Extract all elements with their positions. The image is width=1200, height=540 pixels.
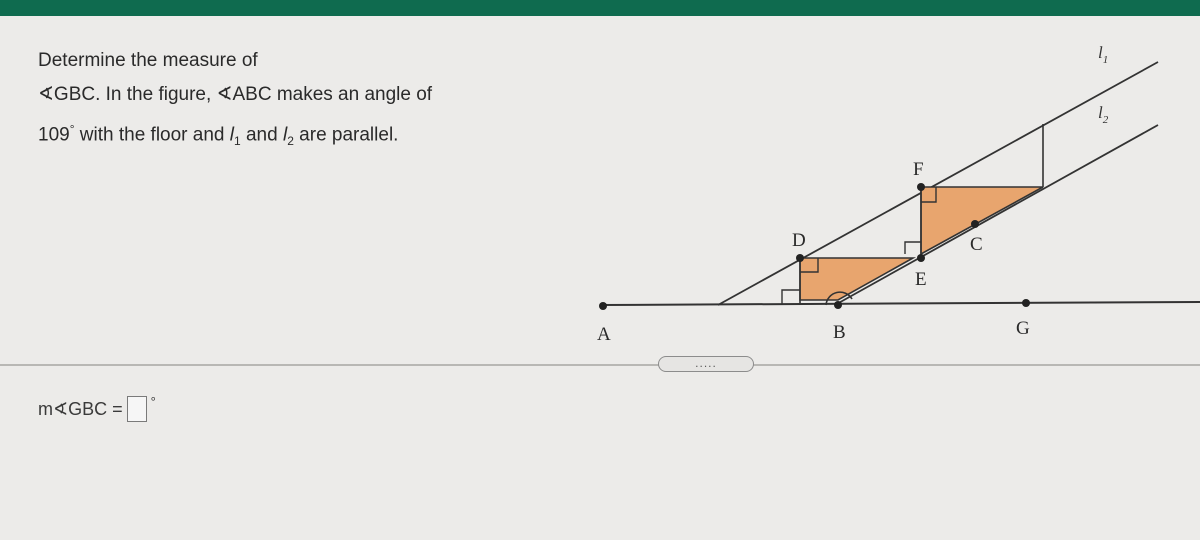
l2-subscript: 2 [287, 134, 294, 149]
label-d: D [792, 230, 806, 251]
label-e: E [915, 269, 927, 290]
point-d [796, 254, 804, 262]
section-divider [0, 364, 1200, 366]
question-text-end: are parallel. [293, 124, 399, 146]
answer-row [38, 393, 156, 422]
label-c: C [970, 234, 983, 255]
l1-line [718, 62, 1158, 305]
point-g [1022, 299, 1030, 307]
label-g: G [1016, 318, 1030, 339]
question-text-mid: with the floor and [74, 124, 230, 146]
point-b [834, 301, 842, 309]
angle-value: 109 [38, 124, 70, 146]
l1-subscript: 1 [234, 134, 241, 149]
label-l2: $l_2$ [1098, 103, 1109, 126]
floor-line [600, 302, 1200, 305]
l1-label: l [229, 124, 235, 146]
question-text-and: and [240, 124, 283, 146]
degree-symbol: ° [69, 122, 75, 136]
point-f [917, 183, 925, 191]
label-l1: $l_1$ [1098, 43, 1109, 66]
question-line-1: Determine the measure of [38, 50, 258, 71]
label-a: A [597, 324, 611, 345]
point-c [971, 220, 979, 228]
answer-unit: ° [150, 393, 156, 409]
answer-input[interactable] [127, 396, 147, 422]
answer-prefix: m∢GBC = [38, 398, 123, 419]
expand-button[interactable]: ..... [658, 356, 754, 372]
l2-label: l [282, 124, 288, 146]
question-line-2: ∢GBC. In the figure, ∢ABC makes an angle of [38, 84, 433, 105]
right-angle-marker-3 [905, 242, 921, 254]
label-b: B [833, 322, 846, 343]
label-f: F [913, 159, 924, 180]
point-e [917, 254, 925, 262]
point-a [599, 302, 607, 310]
right-angle-marker-1 [782, 290, 800, 305]
